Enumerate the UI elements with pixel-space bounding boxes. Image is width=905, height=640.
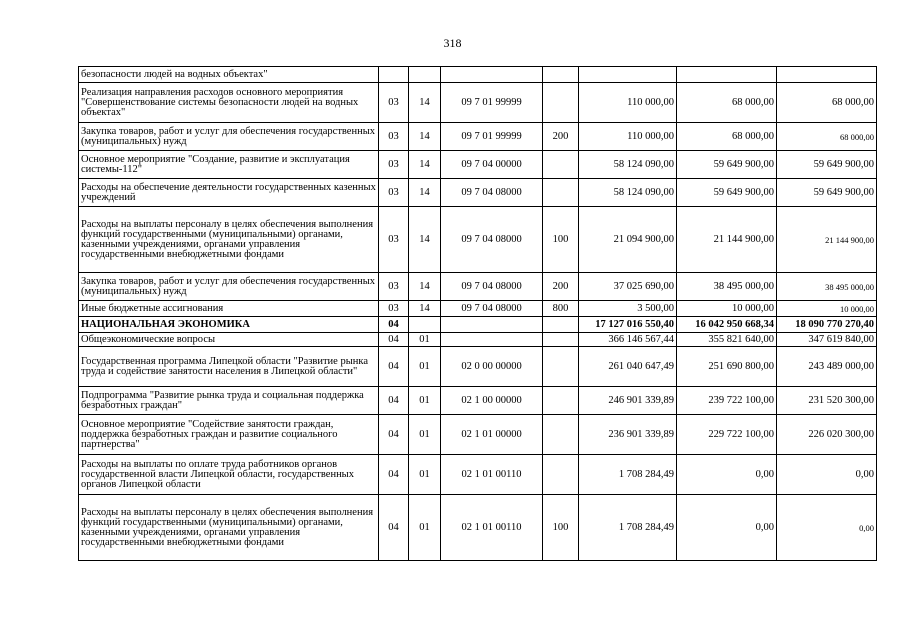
- row-amount-year1: 58 124 090,00: [579, 179, 677, 207]
- table-row: [79, 273, 877, 301]
- row-section-code: 03: [379, 273, 409, 301]
- row-amount-year3: 21 144 900,00: [777, 207, 877, 273]
- table-row: [79, 123, 877, 151]
- row-amount-year1: 37 025 690,00: [579, 273, 677, 301]
- row-expense-type: [543, 67, 579, 83]
- row-subsection-code: 14: [409, 301, 441, 317]
- row-amount-year3: 68 000,00: [777, 83, 877, 123]
- row-expense-type: [543, 83, 579, 123]
- row-subsection-code: [409, 317, 441, 333]
- row-amount-year3: [777, 67, 877, 83]
- row-amount-year3: 231 520 300,00: [777, 387, 877, 415]
- row-name: Реализация направления расходов основного мероприятия "Совершенствование системы безопасности людей на водных объектах": [79, 83, 379, 123]
- row-expense-type: [543, 387, 579, 415]
- row-amount-year2: 59 649 900,00: [677, 179, 777, 207]
- row-amount-year3: 10 000,00: [777, 301, 877, 317]
- row-subsection-code: 01: [409, 347, 441, 387]
- row-amount-year1: 17 127 016 550,40: [579, 317, 677, 333]
- row-amount-year1: 58 124 090,00: [579, 151, 677, 179]
- row-target-article: 02 1 01 00110: [441, 495, 543, 561]
- row-name: Расходы на выплаты персоналу в целях обеспечения выполнения функций государственными (муниципальными) органами, казенными учреждениями, органами управления государственными внебюджетными фондами: [79, 495, 379, 561]
- row-amount-year1: 246 901 339,89: [579, 387, 677, 415]
- row-expense-type: [543, 415, 579, 455]
- row-name: Иные бюджетные ассигнования: [79, 301, 379, 317]
- table-row: [79, 347, 877, 387]
- row-amount-year3: 226 020 300,00: [777, 415, 877, 455]
- row-subsection-code: 14: [409, 273, 441, 301]
- row-section-code: 04: [379, 455, 409, 495]
- row-amount-year1: 110 000,00: [579, 83, 677, 123]
- row-amount-year2: 38 495 000,00: [677, 273, 777, 301]
- row-name: Закупка товаров, работ и услуг для обеспечения государственных (муниципальных) нужд: [79, 123, 379, 151]
- row-name: Подпрограмма "Развитие рынка труда и социальная поддержка безработных граждан": [79, 387, 379, 415]
- row-amount-year2: 229 722 100,00: [677, 415, 777, 455]
- row-subsection-code: 01: [409, 415, 441, 455]
- row-expense-type: 800: [543, 301, 579, 317]
- table-row: [79, 415, 877, 455]
- table-row: [79, 67, 877, 83]
- row-subsection-code: 14: [409, 151, 441, 179]
- row-expense-type: 100: [543, 495, 579, 561]
- row-amount-year2: 68 000,00: [677, 83, 777, 123]
- row-expense-type: [543, 347, 579, 387]
- row-amount-year1: 1 708 284,49: [579, 495, 677, 561]
- row-expense-type: 100: [543, 207, 579, 273]
- table-row: [79, 179, 877, 207]
- row-section-code: 04: [379, 333, 409, 347]
- row-section-code: 03: [379, 151, 409, 179]
- row-section-code: 03: [379, 83, 409, 123]
- row-name: НАЦИОНАЛЬНАЯ ЭКОНОМИКА: [79, 317, 379, 333]
- row-name: Общеэкономические вопросы: [79, 333, 379, 347]
- row-amount-year3: 0,00: [777, 495, 877, 561]
- row-subsection-code: 01: [409, 455, 441, 495]
- row-name: безопасности людей на водных объектах": [79, 67, 379, 83]
- row-expense-type: 200: [543, 273, 579, 301]
- row-amount-year3: 18 090 770 270,40: [777, 317, 877, 333]
- table-row: [79, 151, 877, 179]
- row-section-code: 04: [379, 415, 409, 455]
- table-row: [79, 455, 877, 495]
- row-amount-year2: 59 649 900,00: [677, 151, 777, 179]
- row-amount-year2: [677, 67, 777, 83]
- row-target-article: [441, 67, 543, 83]
- row-amount-year2: 355 821 640,00: [677, 333, 777, 347]
- row-section-code: 03: [379, 179, 409, 207]
- table-row: [79, 317, 877, 333]
- row-amount-year1: 366 146 567,44: [579, 333, 677, 347]
- row-target-article: 09 7 04 00000: [441, 151, 543, 179]
- row-amount-year1: 236 901 339,89: [579, 415, 677, 455]
- row-subsection-code: 01: [409, 495, 441, 561]
- row-target-article: [441, 317, 543, 333]
- row-amount-year1: 21 094 900,00: [579, 207, 677, 273]
- row-amount-year1: 1 708 284,49: [579, 455, 677, 495]
- row-target-article: 02 1 01 00110: [441, 455, 543, 495]
- row-name: Основное мероприятие "Содействие занятости граждан, поддержка безработных граждан и развитие социального партнерства": [79, 415, 379, 455]
- row-subsection-code: 01: [409, 333, 441, 347]
- row-amount-year2: 0,00: [677, 495, 777, 561]
- row-amount-year3: 59 649 900,00: [777, 179, 877, 207]
- row-amount-year2: 68 000,00: [677, 123, 777, 151]
- row-name: Закупка товаров, работ и услуг для обеспечения государственных (муниципальных) нужд: [79, 273, 379, 301]
- row-section-code: 04: [379, 347, 409, 387]
- row-expense-type: [543, 317, 579, 333]
- row-amount-year2: 16 042 950 668,34: [677, 317, 777, 333]
- row-section-code: 04: [379, 387, 409, 415]
- table-row: [79, 301, 877, 317]
- table-row: [79, 495, 877, 561]
- row-target-article: 02 1 01 00000: [441, 415, 543, 455]
- row-name: Расходы на обеспечение деятельности государственных казенных учреждений: [79, 179, 379, 207]
- budget-table: [78, 66, 877, 561]
- row-target-article: 09 7 01 99999: [441, 83, 543, 123]
- row-target-article: 02 0 00 00000: [441, 347, 543, 387]
- row-name: Расходы на выплаты по оплате труда работников органов государственной власти Липецкой области, государственных органов Липецкой области: [79, 455, 379, 495]
- row-expense-type: [543, 179, 579, 207]
- row-amount-year2: 251 690 800,00: [677, 347, 777, 387]
- row-expense-type: [543, 333, 579, 347]
- row-amount-year3: 347 619 840,00: [777, 333, 877, 347]
- row-target-article: 09 7 01 99999: [441, 123, 543, 151]
- row-amount-year3: 59 649 900,00: [777, 151, 877, 179]
- row-section-code: 03: [379, 301, 409, 317]
- row-target-article: 09 7 04 08000: [441, 273, 543, 301]
- table-row: [79, 83, 877, 123]
- row-amount-year1: 110 000,00: [579, 123, 677, 151]
- row-amount-year3: 68 000,00: [777, 123, 877, 151]
- row-subsection-code: 14: [409, 123, 441, 151]
- row-section-code: 03: [379, 207, 409, 273]
- table-row: [79, 387, 877, 415]
- row-section-code: 04: [379, 495, 409, 561]
- row-amount-year2: 0,00: [677, 455, 777, 495]
- page-number: 318: [443, 36, 462, 50]
- row-expense-type: 200: [543, 123, 579, 151]
- row-target-article: 09 7 04 08000: [441, 179, 543, 207]
- row-target-article: 02 1 00 00000: [441, 387, 543, 415]
- row-name: Государственная программа Липецкой области "Развитие рынка труда и содействие занятости населения в Липецкой области": [79, 347, 379, 387]
- row-subsection-code: 14: [409, 83, 441, 123]
- row-amount-year1: 3 500,00: [579, 301, 677, 317]
- row-subsection-code: 01: [409, 387, 441, 415]
- row-name: Основное мероприятие "Создание, развитие и эксплуатация системы-112": [79, 151, 379, 179]
- row-amount-year2: 10 000,00: [677, 301, 777, 317]
- row-section-code: 03: [379, 123, 409, 151]
- row-amount-year1: 261 040 647,49: [579, 347, 677, 387]
- row-target-article: 09 7 04 08000: [441, 301, 543, 317]
- row-amount-year3: 0,00: [777, 455, 877, 495]
- row-name: Расходы на выплаты персоналу в целях обеспечения выполнения функций государственными (муниципальными) органами, казенными учреждениями, органами управления государственными внебюджетными фондами: [79, 207, 379, 273]
- row-section-code: [379, 67, 409, 83]
- row-target-article: 09 7 04 08000: [441, 207, 543, 273]
- row-expense-type: [543, 151, 579, 179]
- row-subsection-code: 14: [409, 179, 441, 207]
- row-subsection-code: 14: [409, 207, 441, 273]
- row-amount-year3: 38 495 000,00: [777, 273, 877, 301]
- row-amount-year3: 243 489 000,00: [777, 347, 877, 387]
- row-subsection-code: [409, 67, 441, 83]
- table-row: [79, 333, 877, 347]
- row-amount-year2: 21 144 900,00: [677, 207, 777, 273]
- row-expense-type: [543, 455, 579, 495]
- row-target-article: [441, 333, 543, 347]
- row-amount-year1: [579, 67, 677, 83]
- table-row: [79, 207, 877, 273]
- row-section-code: 04: [379, 317, 409, 333]
- row-amount-year2: 239 722 100,00: [677, 387, 777, 415]
